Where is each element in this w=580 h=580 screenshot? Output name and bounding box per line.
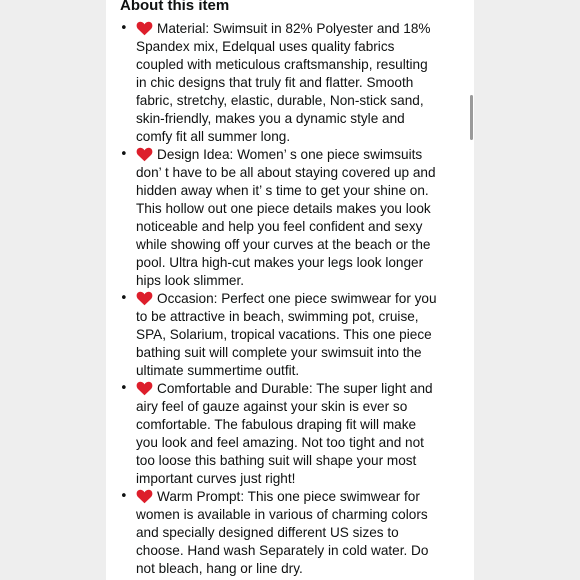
- heart-icon: [136, 489, 153, 503]
- bullet-line-text: hips look slimmer.: [136, 273, 245, 288]
- bullet-text: [136, 20, 431, 146]
- bullet-line: [136, 128, 431, 146]
- bullet-line: [136, 164, 436, 182]
- bullet-line-text: Warm Prompt: This one piece swimwear for: [157, 489, 420, 504]
- bullet-line-text: Occasion: Perfect one piece swimwear for you: [157, 291, 437, 306]
- bullet-line-text: not bleach, hang or line dry.: [136, 561, 303, 576]
- bullet-line: [136, 254, 436, 272]
- bullet-line-text: to be attractive in beach, swimming pot, cruise,: [136, 309, 419, 324]
- bullet-line: [136, 182, 436, 200]
- bullet-line: [136, 38, 431, 56]
- bullet-line-text: airy feel of gauze against your skin is ever so: [136, 399, 408, 414]
- scrollbar-thumb[interactable]: [470, 95, 473, 140]
- bullet-line: [136, 416, 433, 434]
- heart-icon: [136, 381, 153, 395]
- bullet-line: [136, 56, 431, 74]
- bullet-line: [136, 506, 428, 524]
- bullet-line-text: don’ t have to be all about staying covered up and: [136, 165, 436, 180]
- bullet-line-text: comfortable. The fabulous draping fit will make: [136, 417, 417, 432]
- bullet-line: [136, 326, 437, 344]
- bullet-line: [136, 452, 433, 470]
- bullet-line-text: hidden away when it’ s time to get your shine on.: [136, 183, 429, 198]
- bullet-line-text: pool. Ultra high-cut makes your legs look longer: [136, 255, 424, 270]
- bullet-line-text: you look and feel amazing. Not too tight and not: [136, 435, 424, 450]
- bullet-line: [136, 236, 436, 254]
- bullet-line: [136, 110, 431, 128]
- bullet-line-text: coupled with meticulous craftsmanship, resulting: [136, 57, 428, 72]
- bullet-line: [136, 74, 431, 92]
- bullet-line-text: comfy fit all summer long.: [136, 129, 291, 144]
- bullet-line-text: important curves just right!: [136, 471, 296, 486]
- bullet-line-text: and specially designed different US sizes to: [136, 525, 399, 540]
- bullet-line-text: noticeable and help you feel confident and sexy: [136, 219, 423, 234]
- bullet-line: [136, 200, 436, 218]
- bullet-line: [136, 380, 433, 398]
- bullet-line-text: Material: Swimsuit in 82% Polyester and 18%: [157, 21, 431, 36]
- bullet-line: [136, 290, 437, 308]
- bullet-line-text: Comfortable and Durable: The super light and: [157, 381, 433, 396]
- bullet-line: [136, 308, 437, 326]
- bullet-text: [136, 146, 436, 290]
- bullet-dot: •: [120, 147, 128, 162]
- bullet-text: [136, 488, 428, 578]
- bullet-line: [136, 434, 433, 452]
- bullet-line-text: SPA, Solarium, tropical vacations. This one piece: [136, 327, 432, 342]
- bullet-line-text: while showing off your curves at the beach or the: [136, 237, 431, 252]
- bullet-line-text: fabric, stretchy, elastic, durable, Non-stick sand,: [136, 93, 424, 108]
- bullet-dot: •: [120, 21, 128, 36]
- bullet-line: [136, 146, 436, 164]
- bullet-dot: •: [120, 489, 128, 504]
- bullet-line-text: skin-friendly, makes you a dynamic style and: [136, 111, 405, 126]
- bullet-line-text: women is available in various of charming colors: [136, 507, 428, 522]
- bullet-line-text: This hollow out one piece details makes you look: [136, 201, 431, 216]
- bullet-line-text: Design Idea: Women’ s one piece swimsuits: [157, 147, 423, 162]
- bullet-line-text: in chic designs that truly fit and flatter. Smooth: [136, 75, 414, 90]
- bullet-line-text: ultimate summertime outfit.: [136, 363, 300, 378]
- section-heading: About this item: [120, 0, 230, 14]
- bullet-line-text: Spandex mix, Edelqual uses quality fabrics: [136, 39, 395, 54]
- bullet-line: [136, 524, 428, 542]
- bullet-line: [136, 398, 433, 416]
- bullet-line: [136, 362, 437, 380]
- bullet-line: [136, 470, 433, 488]
- bullet-line: [136, 542, 428, 560]
- bullet-line: [136, 92, 431, 110]
- bullet-line: [136, 218, 436, 236]
- bullet-line-text: bathing suit will complete your swimsuit into the: [136, 345, 422, 360]
- heart-icon: [136, 21, 153, 35]
- bullet-line: [136, 560, 428, 578]
- bullet-dot: •: [120, 291, 128, 306]
- about-panel: [106, 0, 474, 580]
- bullet-line: [136, 488, 428, 506]
- bullet-line: [136, 272, 436, 290]
- heart-icon: [136, 147, 153, 161]
- bullet-line: [136, 20, 431, 38]
- bullet-line: [136, 344, 437, 362]
- bullet-dot: •: [120, 381, 128, 396]
- bullet-line-text: choose. Hand wash Separately in cold water. Do: [136, 543, 429, 558]
- heart-icon: [136, 291, 153, 305]
- bullet-text: [136, 380, 433, 488]
- bullet-text: [136, 290, 437, 380]
- bullet-line-text: too loose this bathing suit will shape your most: [136, 453, 417, 468]
